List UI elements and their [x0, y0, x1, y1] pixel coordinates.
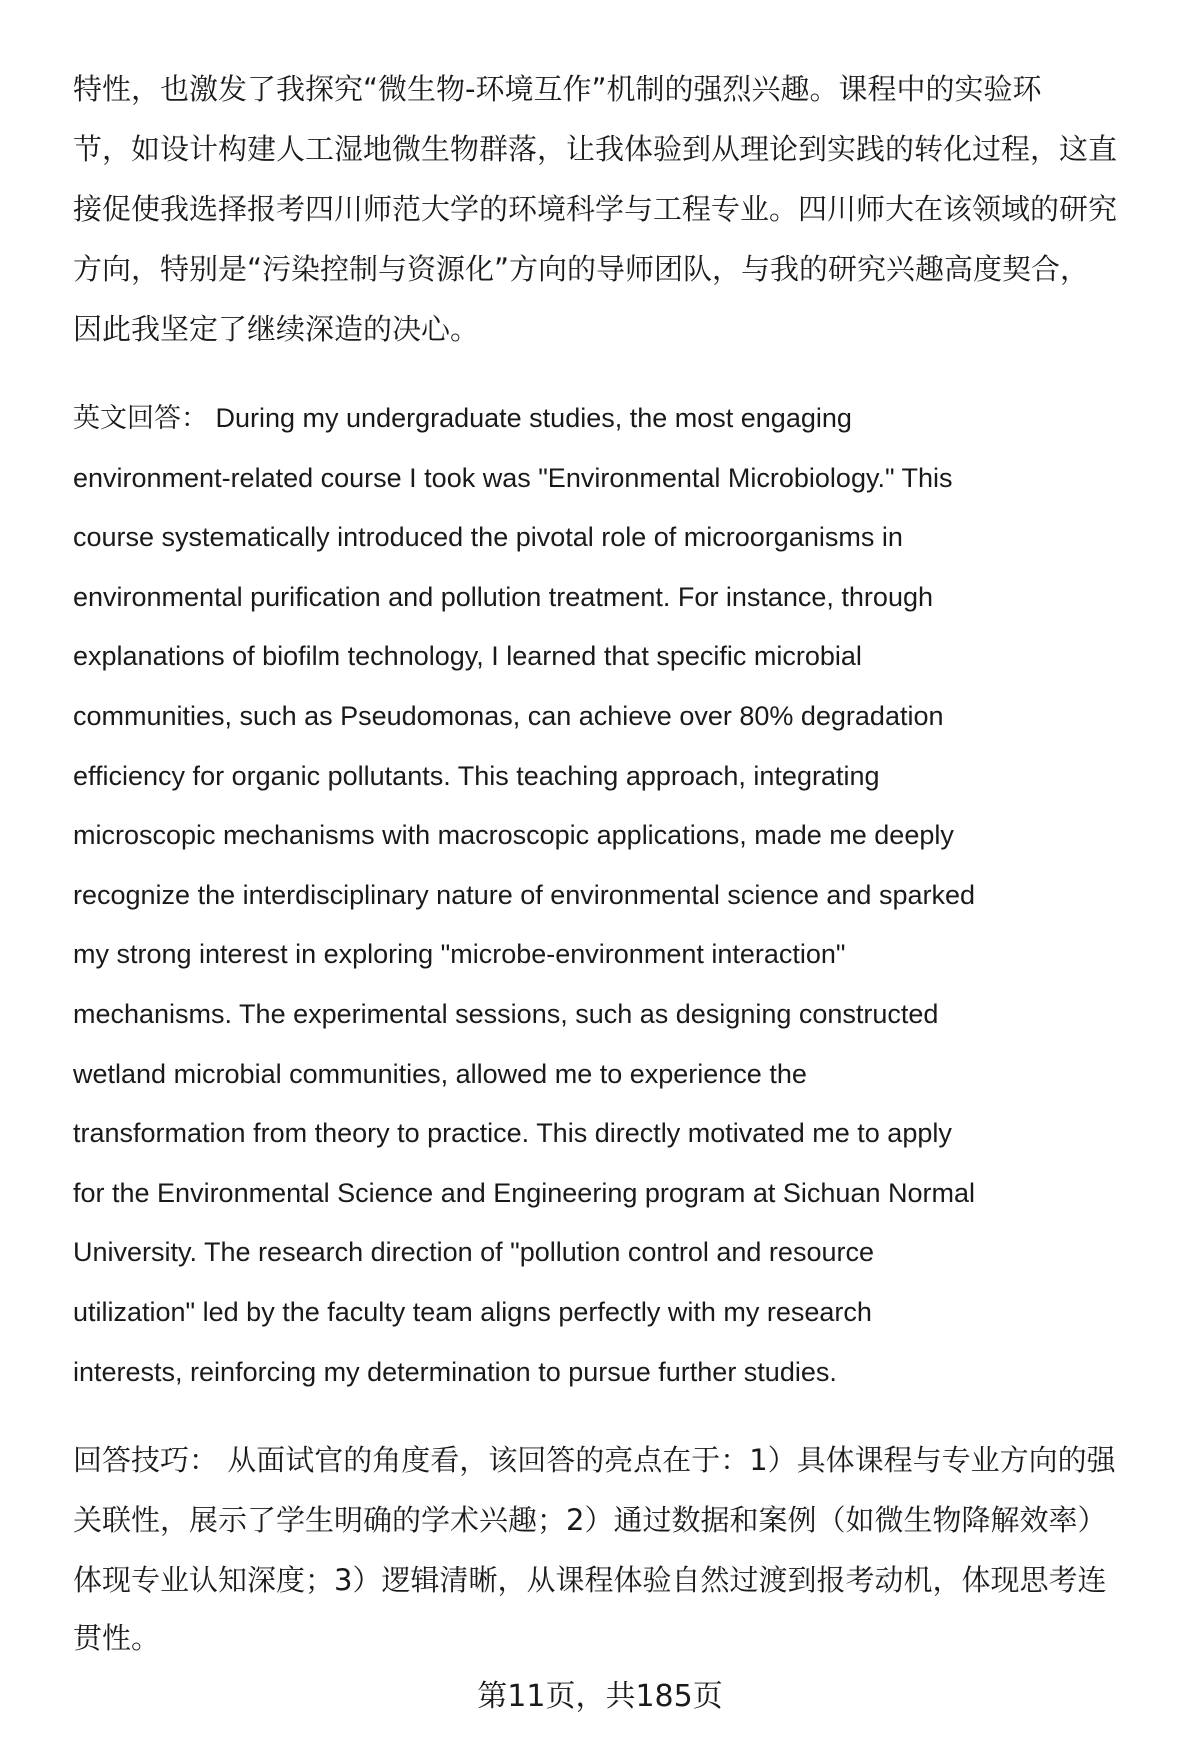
text-line: efficiency for organic pollutants. This teaching approach, integrating: [73, 760, 880, 791]
text-line: microscopic mechanisms with macroscopic applications, made me deeply: [73, 820, 954, 851]
text-line: 回答技巧： 从面试官的角度看，该回答的亮点在于：1）具体课程与专业方向的强: [73, 1443, 1116, 1477]
text-line: 体现专业认知深度；3）逻辑清晰，从课程体验自然过渡到报考动机，体现思考连: [73, 1563, 1107, 1597]
text-line: course systematically introduced the pivotal role of microorganisms in: [73, 522, 903, 553]
text-line: 因此我坚定了继续深造的决心。: [73, 312, 480, 346]
text-line: my strong interest in exploring "microbe-environment interaction": [73, 939, 846, 970]
text-line: 特性，也激发了我探究“微生物-环境互作”机制的强烈兴趣。课程中的实验环: [73, 72, 1042, 106]
text-line: environment-related course I took was "Environmental Microbiology." This: [73, 462, 953, 493]
text-line: 英文回答： During my undergraduate studies, the most engaging: [73, 403, 852, 433]
text-line: 关联性，展示了学生明确的学术兴趣；2）通过数据和案例（如微生物降解效率）: [73, 1503, 1107, 1537]
text-line: 贯性。: [73, 1621, 161, 1655]
text-line: University. The research direction of "pollution control and resource: [73, 1237, 874, 1268]
text-line: interests, reinforcing my determination to pursue further studies.: [73, 1356, 837, 1387]
text-line: 节，如设计构建人工湿地微生物群落，让我体验到从理论到实践的转化过程，这直: [73, 132, 1118, 166]
text-line: mechanisms. The experimental sessions, such as designing constructed: [73, 999, 939, 1029]
text-line: 方向，特别是“污染控制与资源化”方向的导师团队，与我的研究兴趣高度契合，: [73, 252, 1090, 286]
text-line: explanations of biofilm technology, I learned that specific microbial: [73, 641, 862, 672]
page-number: 第11页，共185页: [477, 1679, 723, 1714]
text-line: wetland microbial communities, allowed me to experience the: [73, 1058, 807, 1089]
text-line: communities, such as Pseudomonas, can achieve over 80% degradation: [73, 701, 944, 731]
text-line: recognize the interdisciplinary nature of environmental science and sparked: [73, 879, 976, 910]
text-line: 接促使我选择报考四川师范大学的环境科学与工程专业。四川师大在该领域的研究: [73, 192, 1118, 226]
text-line: environmental purification and pollution treatment. For instance, through: [73, 581, 933, 612]
text-line: for the Environmental Science and Engineering program at Sichuan Normal: [73, 1177, 975, 1208]
text-line: transformation from theory to practice. This directly motivated me to apply: [73, 1118, 952, 1149]
text-line: utilization" led by the faculty team aligns perfectly with my research: [73, 1297, 872, 1327]
